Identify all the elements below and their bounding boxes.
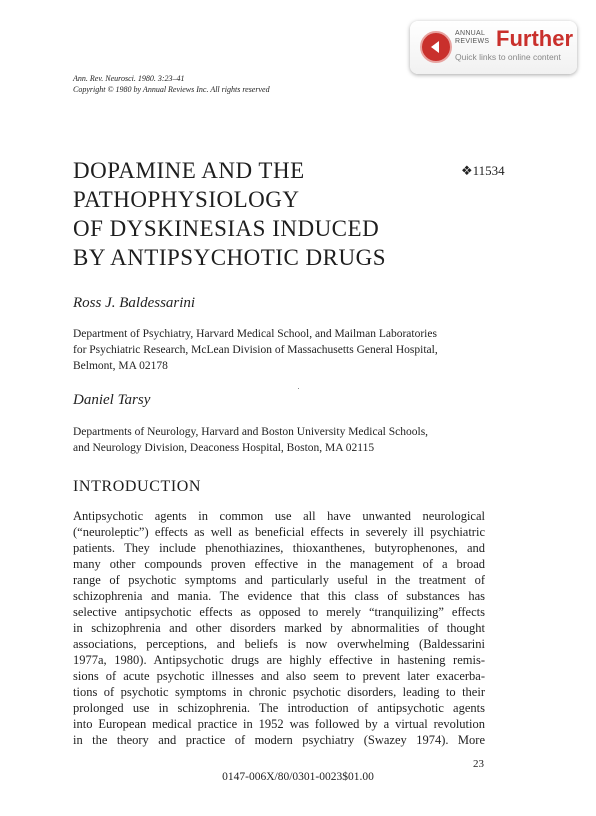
- scan-speck: [298, 388, 299, 389]
- author-name: Ross J. Baldessarini: [73, 295, 196, 311]
- body-line: into European medical practice in 1952 was followed by a virtual revolution: [73, 717, 485, 731]
- back-arrow-icon: [420, 31, 452, 63]
- body-line: Antipsychotic agents in common use all have unwanted neurological: [73, 509, 485, 523]
- body-line: 1977a, 1980). Antipsychotic drugs are highly effective in hastening remis-: [73, 653, 485, 667]
- author-name: Daniel Tarsy: [73, 392, 151, 408]
- page-number: 23: [473, 758, 484, 770]
- body-line: in schizophrenia and other disorders marked by abnormalities of thought: [73, 621, 485, 635]
- title-line: OF DYSKINESIAS INDUCED: [73, 216, 380, 241]
- body-line: schizophrenia and mania. The evidence that this class of substances has: [73, 589, 485, 603]
- further-badge[interactable]: [410, 21, 577, 74]
- article-title: [73, 156, 453, 272]
- body-line: in the theory and practice of modern psychiatry (Swazey 1974). More: [73, 733, 485, 747]
- citation-line-1: Ann. Rev. Neurosci. 1980. 3:23–41: [73, 74, 185, 83]
- title-line: DOPAMINE AND THE: [73, 158, 305, 183]
- title-line: BY ANTIPSYCHOTIC DRUGS: [73, 245, 387, 270]
- affiliation-line: and Neurology Division, Deaconess Hospital, Boston, MA 02115: [73, 442, 375, 454]
- body-line: associations, perceptions, and beliefs is now overwhelming (Baldessarini: [73, 637, 485, 651]
- brand-line-1: ANNUAL: [455, 30, 486, 37]
- body-paragraph: [73, 508, 485, 748]
- affiliation-line: Belmont, MA 02178: [73, 360, 168, 372]
- body-line: tions of psychotic symptoms in chronic psychotic disorders, leading to their: [73, 685, 485, 699]
- title-line: PATHOPHYSIOLOGY: [73, 187, 300, 212]
- body-line: prolonged use in schizophrenia. The introduction of antipsychotic agents: [73, 701, 485, 715]
- affiliation-line: for Psychiatric Research, McLean Division of Massachusetts General Hospital,: [73, 344, 438, 356]
- body-line: selective antipsychotic effects as opposed to merely “tranquilizing” effects: [73, 605, 485, 619]
- annual-reviews-brand: [455, 30, 495, 46]
- citation: [73, 73, 270, 95]
- brand-line-2: REVIEWS: [455, 38, 490, 45]
- body-line: patients. They include phenothiazines, thioxanthenes, butyrophenones, and: [73, 541, 485, 555]
- author-affiliation: [73, 424, 513, 456]
- further-word: Further: [496, 26, 573, 51]
- affiliation-line: Department of Psychiatry, Harvard Medical School, and Mailman Laboratories: [73, 328, 437, 340]
- citation-line-2: Copyright © 1980 by Annual Reviews Inc. All rights reserved: [73, 85, 270, 94]
- body-line: many other compounds proven effective in the management of a broad: [73, 557, 485, 571]
- body-line: (“neuroleptic”) effects as well as beneficial effects in severely ill psychiatric: [73, 525, 485, 539]
- further-subtitle: Quick links to online content: [455, 52, 561, 62]
- author-affiliation: [73, 326, 513, 374]
- body-line: range of psychotic symptoms and particularly useful in the treatment of: [73, 573, 485, 587]
- reference-id: ❖11534: [461, 163, 505, 178]
- footer-code: 0147-006X/80/0301-0023$01.00: [222, 771, 374, 783]
- affiliation-line: Departments of Neurology, Harvard and Boston University Medical Schools,: [73, 426, 429, 438]
- section-heading: INTRODUCTION: [73, 478, 202, 495]
- body-line: sions of acute psychotic illnesses and also seem to prevent later exacerba-: [73, 669, 485, 683]
